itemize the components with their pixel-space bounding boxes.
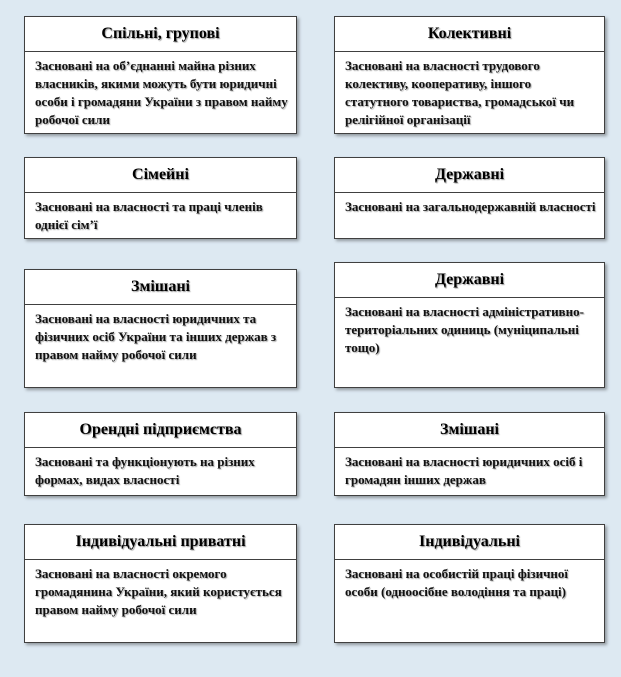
card-description: Засновані на власності окремого громадянина України, який користується правом найму робочої сили	[35, 566, 282, 617]
card-mixed-foreign	[334, 412, 605, 496]
card-leased-enterprises	[24, 412, 297, 496]
card-title: Змішані	[25, 270, 296, 305]
card-individual-private	[24, 524, 297, 643]
card-title: Колективні	[335, 17, 604, 52]
card-title: Державні	[335, 263, 604, 298]
card-title: Орендні підприємства	[25, 413, 296, 448]
card-description: Засновані та функціонують на різних формах, видах власності	[35, 454, 255, 487]
card-individual	[334, 524, 605, 643]
card-description: Засновані на загальнодержавній власності	[345, 199, 596, 214]
card-description: Засновані на власності та праці членів однієї сім’ї	[35, 199, 263, 232]
card-description: Засновані на особистій праці фізичної особи (одноосібне володіння та праці)	[345, 566, 569, 599]
card-title: Індивідуальні	[335, 525, 604, 560]
card-description: Засновані на власності юридичних та фізичних осіб України та інших держав з правом найму робочої сили	[35, 311, 277, 362]
card-title: Індивідуальні приватні	[25, 525, 296, 560]
card-collective	[334, 16, 605, 134]
card-joint-group	[24, 16, 297, 134]
card-state-municipal	[334, 262, 605, 388]
card-mixed-domestic-foreign	[24, 269, 297, 388]
card-description: Засновані на об’єднанні майна різних власників, якими можуть бути юридичні особи і громадяни України з правом найму робочої сили	[35, 58, 288, 127]
card-title: Спільні, групові	[25, 17, 296, 52]
card-description: Засновані на власності трудового колективу, кооперативу, іншого статутного товариства, громадської чи релігійної організації	[345, 58, 575, 127]
card-description: Засновані на власності юридичних осіб і громадян інших держав	[345, 454, 583, 487]
card-description: Засновані на власності адміністративно-територіальних одиниць (муніципальні тощо)	[345, 304, 584, 355]
card-title: Сімейні	[25, 158, 296, 193]
card-state-national	[334, 157, 605, 239]
card-family	[24, 157, 297, 239]
card-title: Змішані	[335, 413, 604, 448]
card-title: Державні	[335, 158, 604, 193]
